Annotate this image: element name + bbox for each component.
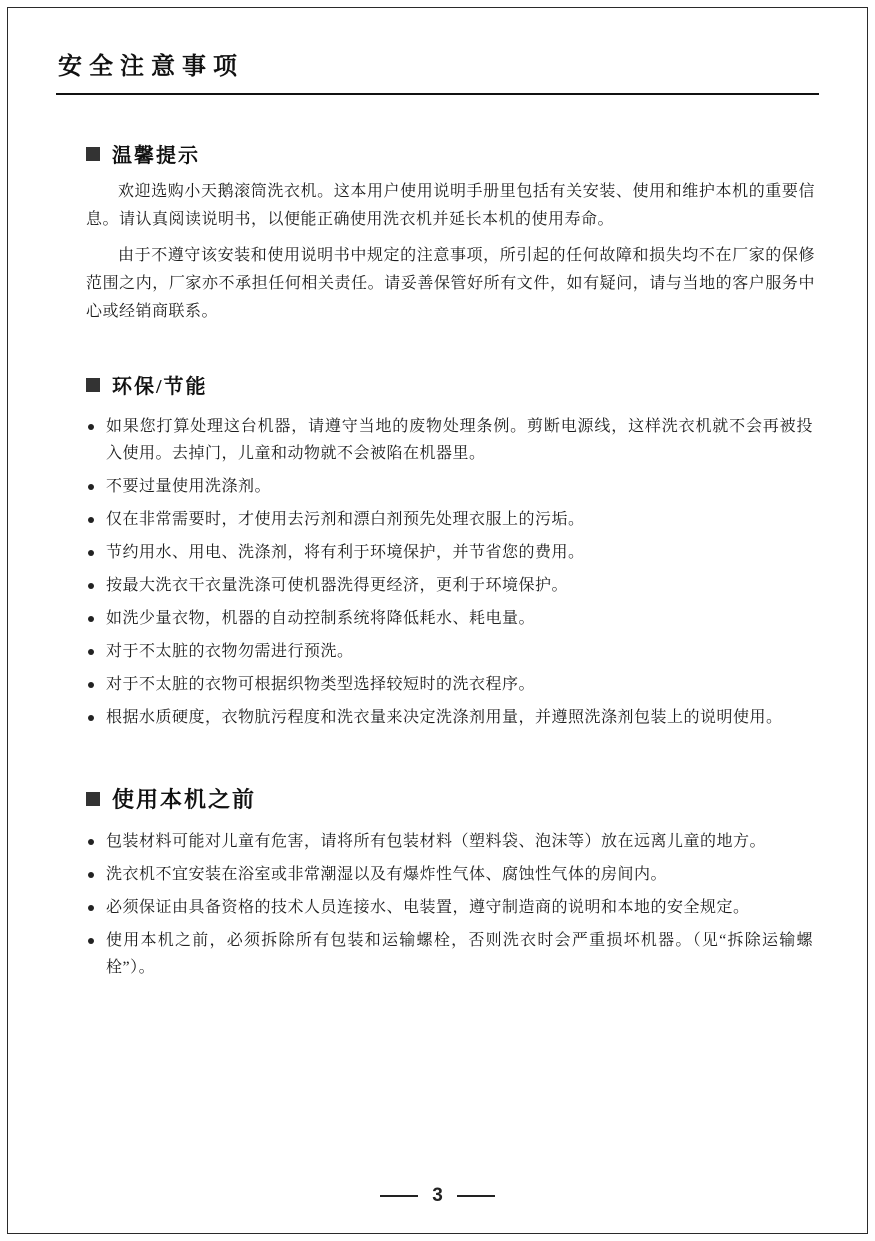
page-title: 安全注意事项: [58, 54, 244, 80]
list-item: [88, 704, 819, 731]
list-item: [88, 861, 819, 888]
bullet-dot-icon: [88, 424, 94, 430]
list-item: [88, 828, 819, 855]
list-item: [88, 572, 819, 599]
bullet-dot-icon: [88, 649, 94, 655]
paragraph: 欢迎选购小天鹅滚筒洗衣机。这本用户使用说明手册里包括有关安装、使用和维护本机的重要信息。请认真阅读说明书，以便能正确使用洗衣机并延长本机的使用寿命。: [86, 183, 815, 228]
section-heading-label: 使用本机之前: [112, 787, 257, 812]
before-use-bullet-list: [88, 828, 819, 987]
list-item-text: 必须保证由具备资格的技术人员连接水、电装置，遵守制造商的说明和本地的安全规定。: [106, 899, 750, 916]
bullet-dot-icon: [88, 550, 94, 556]
list-item-text: 如洗少量衣物，机器的自动控制系统将降低耗水、耗电量。: [106, 610, 536, 627]
section-heading-label: 温馨提示: [112, 145, 200, 167]
page-footer: [56, 1185, 819, 1213]
list-item: [88, 605, 819, 632]
list-item-text: 根据水质硬度，衣物肮污程度和洗衣量来决定洗涤剂用量，并遵照洗涤剂包装上的说明使用。: [106, 709, 783, 726]
section-square-icon: [86, 792, 100, 806]
list-item: [88, 539, 819, 566]
page-number: 3: [432, 1185, 443, 1206]
list-item: [88, 638, 819, 665]
paragraph: 由于不遵守该安装和使用说明书中规定的注意事项，所引起的任何故障和损失均不在厂家的保修范围之内，厂家亦不承担任何相关责任。请妥善保管好所有文件，如有疑问，请与当地的客户服务中心或经销商联系。: [86, 247, 815, 320]
list-item-text: 如果您打算处理这台机器，请遵守当地的废物处理条例。剪断电源线，这样洗衣机就不会再被投入使用。去掉门，儿童和动物就不会被陷在机器里。: [106, 418, 813, 462]
section-heading-eco: [86, 370, 819, 399]
section-heading-tips: [86, 139, 819, 168]
list-item: [88, 413, 819, 467]
list-item: [88, 671, 819, 698]
manual-page: [7, 7, 868, 1234]
footer-line-right: [457, 1195, 495, 1197]
list-item-text: 按最大洗衣干衣量洗涤可使机器洗得更经济，更利于环境保护。: [106, 577, 569, 594]
list-item-text: 仅在非常需要时，才使用去污剂和漂白剂预先处理衣服上的污垢。: [106, 511, 585, 528]
bullet-dot-icon: [88, 715, 94, 721]
bullet-dot-icon: [88, 905, 94, 911]
bullet-dot-icon: [88, 517, 94, 523]
list-item-text: 使用本机之前，必须拆除所有包装和运输螺栓，否则洗衣时会严重损坏机器。（见“拆除运输螺栓”）。: [106, 932, 813, 976]
bullet-dot-icon: [88, 484, 94, 490]
list-item: [88, 894, 819, 921]
list-item: [88, 473, 819, 500]
list-item: [88, 506, 819, 533]
section-heading-label: 环保/节能: [112, 376, 208, 398]
bullet-dot-icon: [88, 938, 94, 944]
bullet-dot-icon: [88, 682, 94, 688]
bullet-dot-icon: [88, 583, 94, 589]
bullet-dot-icon: [88, 872, 94, 878]
list-item-text: 洗衣机不宜安装在浴室或非常潮湿以及有爆炸性气体、腐蚀性气体的房间内。: [106, 866, 668, 883]
section-square-icon: [86, 378, 100, 392]
footer-line-left: [380, 1195, 418, 1197]
list-item-text: 对于不太脏的衣物勿需进行预洗。: [106, 643, 354, 660]
list-item-text: 节约用水、用电、洗涤剂，将有利于环境保护，并节省您的费用。: [106, 544, 585, 561]
list-item-text: 对于不太脏的衣物可根据织物类型选择较短时的洗衣程序。: [106, 676, 536, 693]
list-item-text: 不要过量使用洗涤剂。: [106, 478, 272, 495]
bullet-dot-icon: [88, 839, 94, 845]
bullet-dot-icon: [88, 616, 94, 622]
title-underline: [56, 93, 819, 95]
list-item: [88, 927, 819, 981]
list-item-text: 包装材料可能对儿童有危害，请将所有包装材料（塑料袋、泡沫等）放在远离儿童的地方。: [106, 833, 767, 850]
section-heading-before-use: [86, 783, 819, 814]
eco-bullet-list: [88, 413, 819, 737]
section-square-icon: [86, 147, 100, 161]
